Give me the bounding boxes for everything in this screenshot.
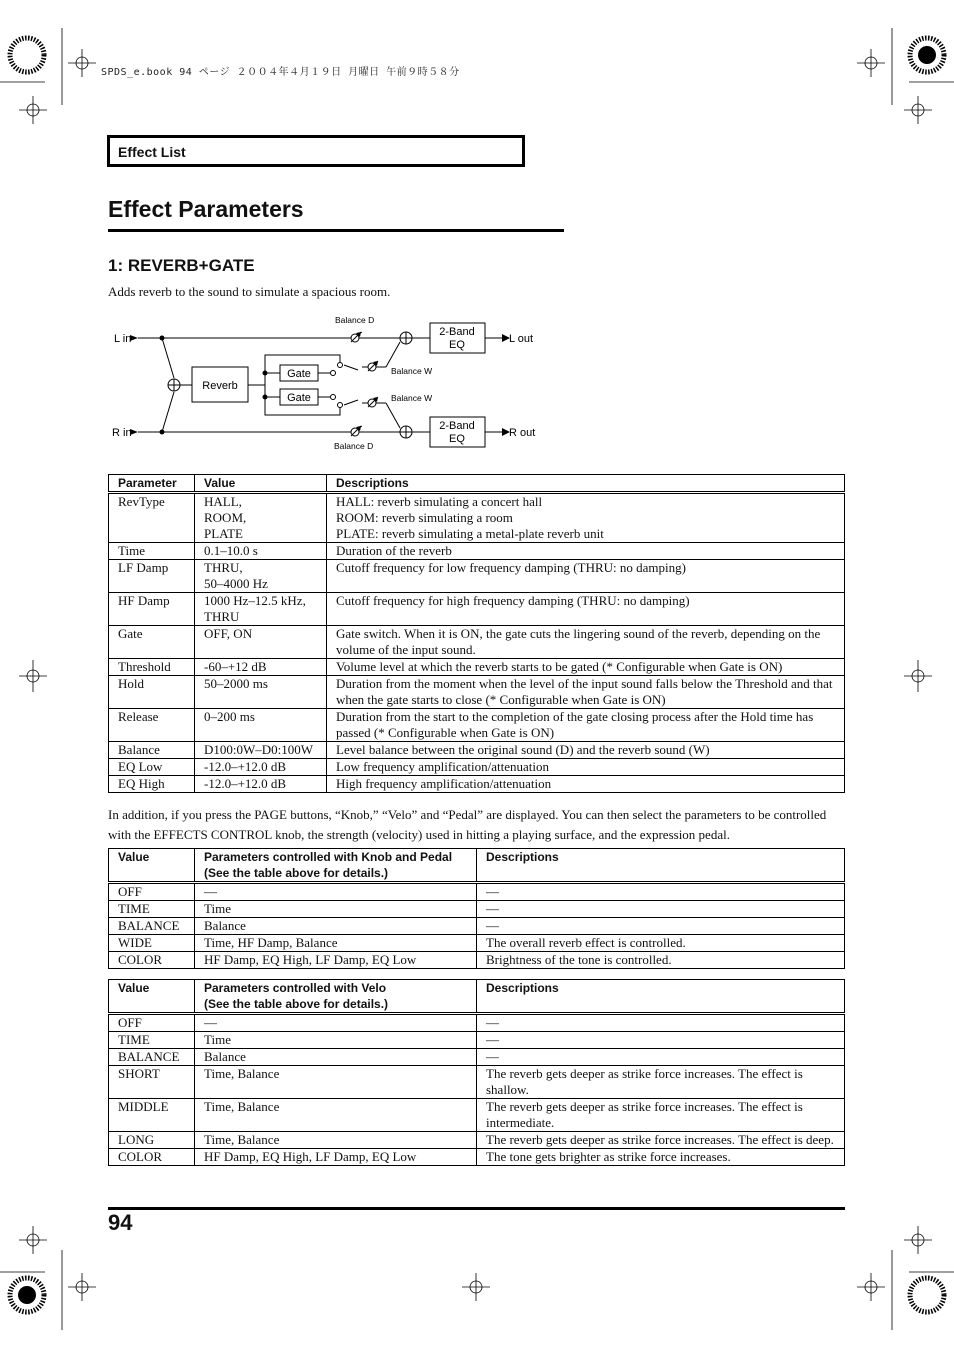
params-cell: Time bbox=[195, 901, 477, 918]
desc-cell bbox=[327, 709, 845, 742]
cell-line: OFF, ON bbox=[204, 626, 253, 641]
table-row bbox=[109, 935, 845, 952]
cell-line: Cutoff frequency for high frequency damping (THRU: no damping) bbox=[336, 593, 690, 608]
effect-title: 1: REVERB+GATE bbox=[108, 256, 255, 275]
params-cell: Time, Balance bbox=[195, 1132, 477, 1149]
cell-line: HALL: reverb simulating a concert hall bbox=[336, 494, 543, 509]
desc-cell: — bbox=[477, 1032, 845, 1049]
table-row bbox=[109, 1032, 845, 1049]
param-cell: EQ Low bbox=[109, 759, 195, 776]
table-row bbox=[109, 626, 845, 659]
diagram-r-in-label: R in bbox=[112, 427, 132, 439]
value-cell bbox=[195, 560, 327, 593]
desc-cell: — bbox=[477, 1014, 845, 1032]
table-row bbox=[109, 883, 845, 901]
cell-line: Duration from the moment when the level of the input sound falls below the Threshold and that when the gate starts to close (* Configurable when Gate is ON) bbox=[336, 676, 833, 707]
value-cell bbox=[195, 659, 327, 676]
cell-line: THRU, bbox=[204, 560, 243, 575]
velo-table bbox=[108, 979, 845, 1166]
section-label: Effect List bbox=[118, 144, 186, 160]
params-cell: HF Damp, EQ High, LF Damp, EQ Low bbox=[195, 952, 477, 969]
column-header: Value bbox=[109, 980, 195, 1014]
value-cell: LONG bbox=[109, 1132, 195, 1149]
diagram-eq-bottom-l2: EQ bbox=[449, 433, 465, 445]
footer-rule bbox=[108, 1207, 845, 1210]
value-cell bbox=[195, 709, 327, 742]
table-row bbox=[109, 742, 845, 759]
param-cell: HF Damp bbox=[109, 593, 195, 626]
params-cell: Time, Balance bbox=[195, 1066, 477, 1099]
effect-intro: Adds reverb to the sound to simulate a spacious room. bbox=[108, 284, 391, 299]
params-cell: — bbox=[195, 1014, 477, 1032]
column-header: Descriptions bbox=[477, 980, 845, 1014]
column-header bbox=[195, 980, 477, 1014]
value-cell: COLOR bbox=[109, 1149, 195, 1166]
column-header: Value bbox=[109, 849, 195, 883]
value-cell: BALANCE bbox=[109, 918, 195, 935]
table-row bbox=[109, 709, 845, 742]
value-cell bbox=[195, 759, 327, 776]
params-cell: Time, HF Damp, Balance bbox=[195, 935, 477, 952]
value-cell bbox=[195, 626, 327, 659]
table-row bbox=[109, 1149, 845, 1166]
value-cell: MIDDLE bbox=[109, 1099, 195, 1132]
table-header-row bbox=[109, 475, 845, 493]
diagram-l-in-label: L in bbox=[114, 333, 132, 345]
cell-line: Gate switch. When it is ON, the gate cuts the lingering sound of the reverb, depending on the volume of the input sound. bbox=[336, 626, 821, 657]
column-header: Descriptions bbox=[327, 475, 845, 493]
value-cell: OFF bbox=[109, 1014, 195, 1032]
table-row bbox=[109, 1099, 845, 1132]
cell-line: Volume level at which the reverb starts to be gated (* Configurable when Gate is ON) bbox=[336, 659, 783, 674]
table-header-row bbox=[109, 849, 845, 883]
table-row bbox=[109, 952, 845, 969]
desc-cell bbox=[327, 543, 845, 560]
cell-line: Duration from the start to the completion of the gate closing process after the Hold time has passed (* Configurable when Gate is ON) bbox=[336, 709, 814, 740]
table-row bbox=[109, 901, 845, 918]
column-header-sub: (See the table above for details.) bbox=[204, 866, 389, 880]
page-title: Effect Parameters bbox=[108, 196, 304, 222]
cell-line: 0.1–10.0 s bbox=[204, 543, 258, 558]
knob-pedal-table-body bbox=[109, 883, 845, 969]
value-cell bbox=[195, 493, 327, 543]
value-cell: TIME bbox=[109, 901, 195, 918]
param-cell: Time bbox=[109, 543, 195, 560]
table-row bbox=[109, 676, 845, 709]
desc-cell bbox=[327, 676, 845, 709]
cell-line: D100:0W–D0:100W bbox=[204, 742, 314, 757]
desc-cell: Brightness of the tone is controlled. bbox=[477, 952, 845, 969]
table-row bbox=[109, 776, 845, 793]
table-row bbox=[109, 1014, 845, 1032]
value-cell bbox=[195, 776, 327, 793]
value-cell bbox=[195, 593, 327, 626]
value-cell: OFF bbox=[109, 883, 195, 901]
value-cell: COLOR bbox=[109, 952, 195, 969]
desc-cell: — bbox=[477, 1049, 845, 1066]
cell-line: ROOM, bbox=[204, 510, 247, 525]
column-header-main: Parameters controlled with Knob and Pedal bbox=[204, 850, 453, 864]
cell-line: PLATE bbox=[204, 526, 243, 541]
param-cell: Threshold bbox=[109, 659, 195, 676]
cell-line: Duration of the reverb bbox=[336, 543, 452, 558]
desc-cell: The tone gets brighter as strike force increases. bbox=[477, 1149, 845, 1166]
table-row bbox=[109, 659, 845, 676]
param-cell: Balance bbox=[109, 742, 195, 759]
diagram-balance-w-top: Balance W bbox=[391, 366, 433, 376]
diagram-balance-d-top: Balance D bbox=[335, 315, 375, 325]
diagram-reverb-label: Reverb bbox=[202, 380, 238, 392]
params-cell: Balance bbox=[195, 1049, 477, 1066]
value-cell bbox=[195, 742, 327, 759]
cell-line: -12.0–+12.0 dB bbox=[204, 759, 287, 774]
diagram-r-out-label: R out bbox=[509, 427, 536, 439]
desc-cell: The overall reverb effect is controlled. bbox=[477, 935, 845, 952]
params-cell: HF Damp, EQ High, LF Damp, EQ Low bbox=[195, 1149, 477, 1166]
table-row bbox=[109, 918, 845, 935]
cell-line: PLATE: reverb simulating a metal-plate reverb unit bbox=[336, 526, 604, 541]
cell-line: High frequency amplification/attenuation bbox=[336, 776, 552, 791]
value-cell: SHORT bbox=[109, 1066, 195, 1099]
cell-line: THRU bbox=[204, 609, 240, 624]
cell-line: Level balance between the original sound (D) and the reverb sound (W) bbox=[336, 742, 710, 757]
diagram-balance-d-bottom: Balance D bbox=[334, 441, 374, 451]
diagram-eq-bottom-l1: 2-Band bbox=[439, 420, 475, 432]
column-header-main: Parameters controlled with Velo bbox=[204, 981, 387, 995]
param-cell: Gate bbox=[109, 626, 195, 659]
column-header bbox=[195, 849, 477, 883]
params-cell: — bbox=[195, 883, 477, 901]
parameter-table-body bbox=[109, 493, 845, 793]
param-cell: EQ High bbox=[109, 776, 195, 793]
diagram-balance-w-bottom: Balance W bbox=[391, 393, 433, 403]
desc-cell bbox=[327, 759, 845, 776]
table-row bbox=[109, 1066, 845, 1099]
knob-pedal-table bbox=[108, 848, 845, 969]
value-cell bbox=[195, 676, 327, 709]
value-cell: BALANCE bbox=[109, 1049, 195, 1066]
cell-line: 50–4000 Hz bbox=[204, 576, 268, 591]
param-cell: LF Damp bbox=[109, 560, 195, 593]
cell-line: -12.0–+12.0 dB bbox=[204, 776, 287, 791]
column-header-sub: (See the table above for details.) bbox=[204, 997, 389, 1011]
page-number: 94 bbox=[108, 1210, 133, 1235]
desc-cell bbox=[327, 593, 845, 626]
desc-cell bbox=[327, 493, 845, 543]
params-cell: Time, Balance bbox=[195, 1099, 477, 1132]
table-row bbox=[109, 1132, 845, 1149]
table-row bbox=[109, 593, 845, 626]
diagram-eq-top-l2: EQ bbox=[449, 339, 465, 351]
desc-cell bbox=[327, 626, 845, 659]
param-cell: Hold bbox=[109, 676, 195, 709]
cell-line: Cutoff frequency for low frequency damping (THRU: no damping) bbox=[336, 560, 686, 575]
desc-cell: The reverb gets deeper as strike force increases. The effect is intermediate. bbox=[477, 1099, 845, 1132]
desc-cell bbox=[327, 742, 845, 759]
desc-cell bbox=[327, 776, 845, 793]
diagram-gate-label-top: Gate bbox=[287, 368, 311, 380]
desc-cell: — bbox=[477, 883, 845, 901]
value-cell: TIME bbox=[109, 1032, 195, 1049]
table-header-row bbox=[109, 980, 845, 1014]
value-cell: WIDE bbox=[109, 935, 195, 952]
diagram-gate-label-bottom: Gate bbox=[287, 392, 311, 404]
param-cell: RevType bbox=[109, 493, 195, 543]
param-cell: Release bbox=[109, 709, 195, 742]
diagram-eq-top-l1: 2-Band bbox=[439, 326, 475, 338]
column-header: Value bbox=[195, 475, 327, 493]
params-cell: Balance bbox=[195, 918, 477, 935]
column-header: Descriptions bbox=[477, 849, 845, 883]
table-row bbox=[109, 1049, 845, 1066]
table-row bbox=[109, 560, 845, 593]
desc-cell bbox=[327, 560, 845, 593]
table-row bbox=[109, 493, 845, 543]
cell-line: ROOM: reverb simulating a room bbox=[336, 510, 513, 525]
print-header-meta: SPDS_e.book 94 ページ ２００４年４月１９日 月曜日 午前９時５８分 bbox=[101, 67, 460, 78]
diagram-l-out-label: L out bbox=[509, 333, 534, 345]
desc-cell bbox=[327, 659, 845, 676]
title-rule bbox=[108, 229, 564, 232]
parameter-table bbox=[108, 474, 845, 793]
cell-line: HALL, bbox=[204, 494, 242, 509]
desc-cell: The reverb gets deeper as strike force increases. The effect is deep. bbox=[477, 1132, 845, 1149]
desc-cell: — bbox=[477, 918, 845, 935]
cell-line: 0–200 ms bbox=[204, 709, 255, 724]
column-header: Parameter bbox=[109, 475, 195, 493]
value-cell bbox=[195, 543, 327, 560]
table-row bbox=[109, 759, 845, 776]
params-cell: Time bbox=[195, 1032, 477, 1049]
signal-flow-diagram bbox=[100, 310, 560, 455]
cell-line: Low frequency amplification/attenuation bbox=[336, 759, 549, 774]
velo-table-body bbox=[109, 1014, 845, 1166]
table-row bbox=[109, 543, 845, 560]
desc-cell: — bbox=[477, 901, 845, 918]
cell-line: 50–2000 ms bbox=[204, 676, 268, 691]
section-label-box bbox=[107, 135, 525, 167]
desc-cell: The reverb gets deeper as strike force increases. The effect is shallow. bbox=[477, 1066, 845, 1099]
page-controls-paragraph: In addition, if you press the PAGE buttons, “Knob,” “Velo” and “Pedal” are displayed. You can then select the parameters to be controlled with the EFFECTS CONTROL knob, the strength (velocity) used in hitting a playing surface, and the expression pedal. bbox=[108, 807, 827, 842]
cell-line: 1000 Hz–12.5 kHz, bbox=[204, 593, 306, 608]
cell-line: -60–+12 dB bbox=[204, 659, 267, 674]
